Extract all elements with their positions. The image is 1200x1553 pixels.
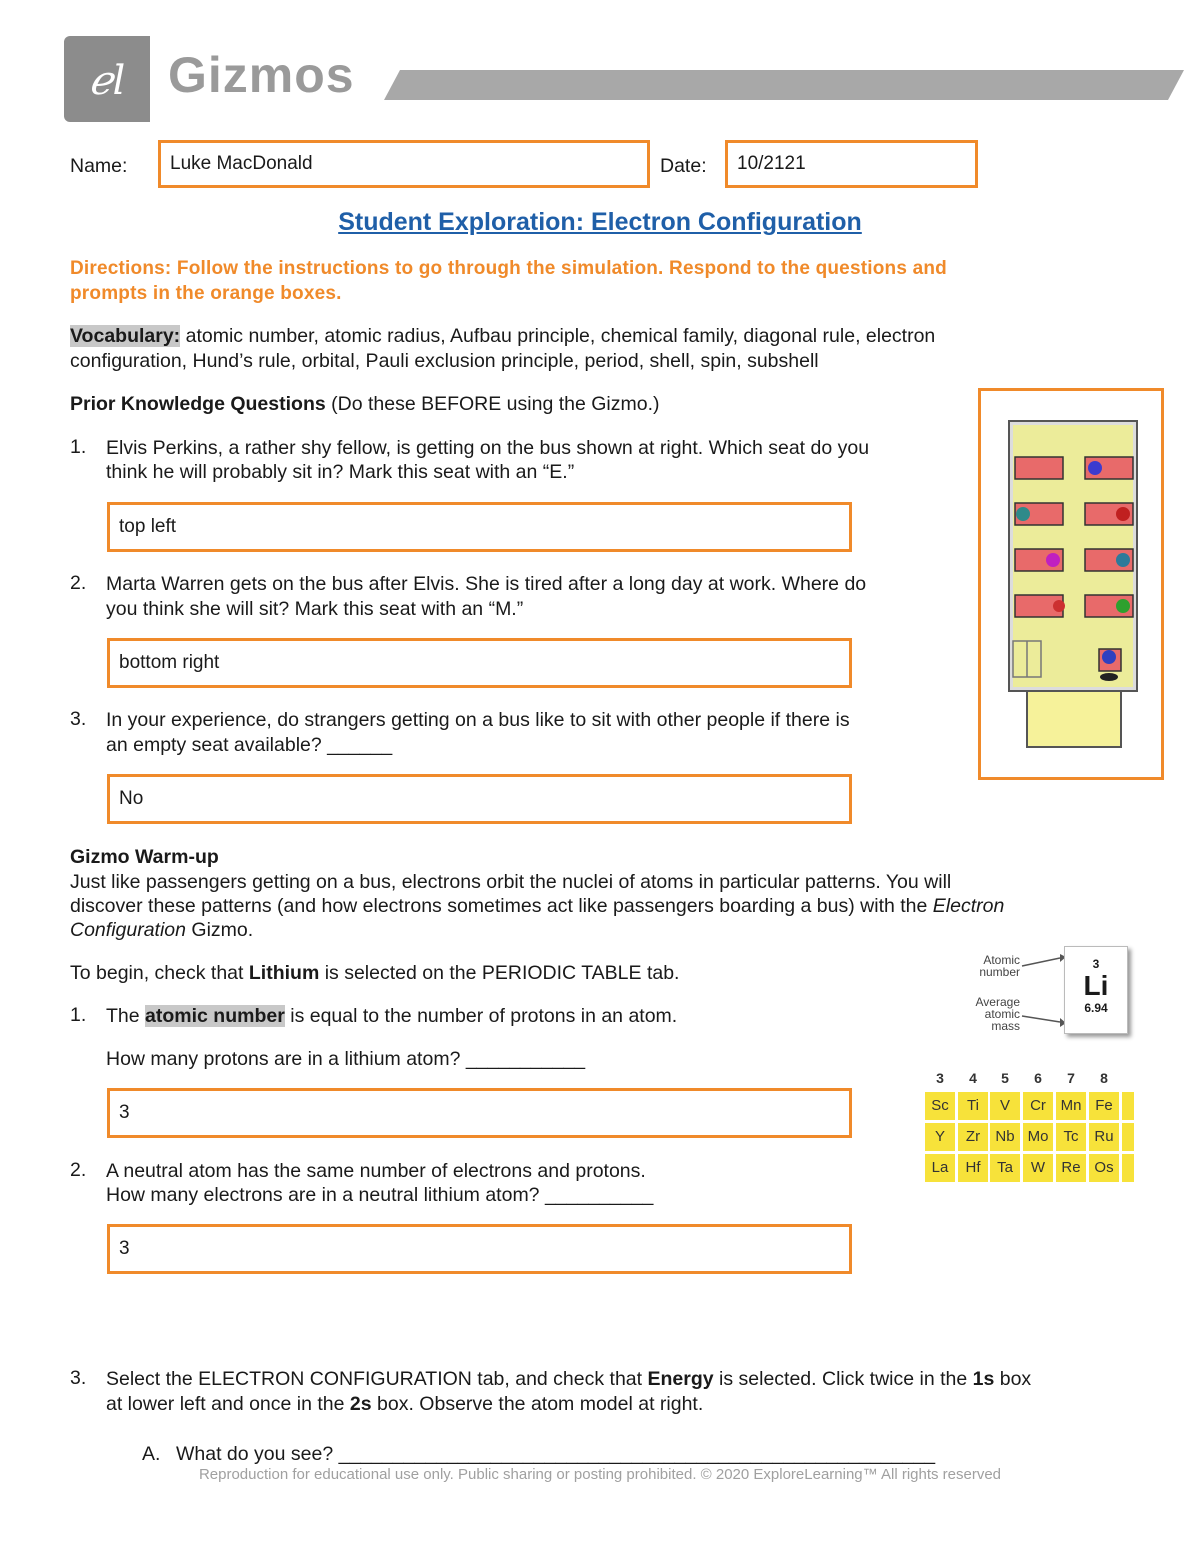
prior-answer-2[interactable]: bottom right	[107, 638, 852, 688]
date-field[interactable]	[725, 140, 978, 188]
group-header: 7	[1067, 1070, 1075, 1086]
prior-q1-line-1: Elvis Perkins, a rather shy fellow, is getting on the bus shown at right. Which seat do you	[106, 437, 870, 459]
element-cell: La	[925, 1154, 955, 1182]
element-cell: Tc	[1056, 1123, 1086, 1151]
group-header: 8	[1100, 1070, 1108, 1086]
warmup-paragraph-line-1: Just like passengers getting on a bus, electrons orbit the nuclei of atoms in particular patterns. You will	[70, 871, 952, 893]
element-cell: Mn	[1056, 1092, 1086, 1120]
warmup-q2-number: 2.	[70, 1159, 87, 1181]
caption-arrows	[1020, 950, 1066, 1030]
element-cell: Hf	[958, 1154, 988, 1182]
warmup-q3-line-2: at lower left and once in the 2s box. Observe the atom model at right.	[106, 1393, 704, 1415]
prior-q2-line-1: Marta Warren gets on the bus after Elvis. She is tired after a long day at work. Where do	[106, 573, 867, 595]
element-symbol: Li	[1083, 970, 1109, 1001]
element-cell: Sc	[925, 1092, 955, 1120]
prior-q3-number: 3.	[70, 708, 87, 730]
atomic-number-caption: Atomic number	[979, 953, 1020, 979]
vocabulary-line-1: Vocabulary: atomic number, atomic radius, Aufbau principle, chemical family, diagonal rule, electron	[70, 325, 936, 347]
prior-answer-3[interactable]: No	[107, 774, 852, 824]
group-header: 3	[936, 1070, 944, 1086]
name-value: Luke MacDonald	[170, 153, 313, 174]
element-cell-partial	[1122, 1123, 1134, 1151]
prior-q3-line-2: an empty seat available? ______	[106, 734, 393, 756]
svg-text:ℯl: ℯl	[88, 58, 126, 104]
warmup-q1-line-2: How many protons are in a lithium atom? ___________	[106, 1048, 586, 1070]
element-cell: V	[990, 1092, 1020, 1120]
bus-seating-diagram	[981, 391, 1161, 777]
vocabulary-line-2: configuration, Hund’s rule, orbital, Pauli exclusion principle, period, shell, spin, subshell	[70, 350, 819, 372]
element-cell: Nb	[990, 1123, 1020, 1151]
header-bar	[384, 70, 1184, 100]
warmup-q3-line-1: Select the ELECTRON CONFIGURATION tab, and check that Energy is selected. Click twice in the 1s box	[106, 1368, 1032, 1390]
element-number: 3	[1092, 957, 1100, 971]
periodic-table-excerpt	[931, 1066, 1131, 1186]
element-mass: 6.94	[1084, 1001, 1108, 1015]
directions-line-1: Directions: Follow the instructions to go through the simulation. Respond to the questions and	[70, 258, 947, 279]
name-label: Name:	[70, 155, 128, 177]
group-header: 5	[1001, 1070, 1009, 1086]
date-value: 10/2121	[737, 153, 806, 174]
prior-q2-line-2: you think she will sit? Mark this seat with an “M.”	[106, 598, 524, 620]
prior-q3-line-1: In your experience, do strangers getting on a bus like to sit with other people if there is	[106, 709, 850, 731]
logo-mark-icon	[64, 36, 150, 122]
explorelearning-logo	[64, 36, 150, 122]
date-label: Date:	[660, 155, 707, 177]
element-cell: Re	[1056, 1154, 1086, 1182]
warmup-q3a-text: What do you see? _______________________________________________________	[176, 1443, 936, 1465]
warmup-heading: Gizmo Warm-up	[70, 846, 219, 868]
directions-line-2: prompts in the orange boxes.	[70, 283, 342, 304]
begin-instruction: To begin, check that Lithium is selected on the PERIODIC TABLE tab.	[70, 962, 680, 984]
prior-q2-number: 2.	[70, 572, 87, 594]
group-header: 6	[1034, 1070, 1042, 1086]
prior-q1-line-2: think he will probably sit in? Mark this seat with an “E.”	[106, 461, 575, 483]
warmup-q3-number: 3.	[70, 1367, 87, 1389]
element-cell-partial	[1122, 1154, 1134, 1182]
warmup-q3a-number: A.	[142, 1443, 161, 1465]
warmup-q2-line-1: A neutral atom has the same number of electrons and protons.	[106, 1160, 646, 1182]
vocabulary-label: Vocabulary:	[70, 325, 181, 347]
element-cell: Ru	[1089, 1123, 1119, 1151]
element-cell: Zr	[958, 1123, 988, 1151]
warmup-answer-1[interactable]: 3	[107, 1088, 852, 1138]
warmup-q2-line-2: How many electrons are in a neutral lithium atom? __________	[106, 1184, 654, 1206]
prior-answer-1[interactable]: top left	[107, 502, 852, 552]
gizmos-logo-text: Gizmos	[168, 47, 355, 103]
lithium-element-tile	[1064, 946, 1128, 1034]
warmup-paragraph-line-3: Configuration Gizmo.	[70, 919, 254, 941]
name-field[interactable]	[158, 140, 650, 188]
prior-knowledge-heading: Prior Knowledge Questions (Do these BEFORE using the Gizmo.)	[70, 393, 660, 415]
warmup-answer-2[interactable]: 3	[107, 1224, 852, 1274]
group-header: 4	[969, 1070, 977, 1086]
page-title: Student Exploration: Electron Configuration	[338, 208, 862, 236]
prior-q1-number: 1.	[70, 436, 87, 458]
element-cell: Y	[925, 1123, 955, 1151]
bus-diagram-frame	[978, 388, 1164, 780]
element-cell: W	[1023, 1154, 1053, 1182]
warmup-paragraph-line-2: discover these patterns (and how electrons sometimes act like passengers boarding a bus) with the Electron	[70, 895, 1005, 917]
footer-copyright: Reproduction for educational use only. Public sharing or posting prohibited. © 2020 ExploreLearning™ All rights reserved	[198, 1466, 1002, 1483]
element-cell: Os	[1089, 1154, 1119, 1182]
warmup-q1-number: 1.	[70, 1004, 87, 1026]
element-cell: Mo	[1023, 1123, 1053, 1151]
element-cell: Cr	[1023, 1092, 1053, 1120]
warmup-q1-line-1: The atomic number is equal to the number of protons in an atom.	[106, 1005, 678, 1027]
element-cell: Ti	[958, 1092, 988, 1120]
atomic-mass-caption: Average atomic mass	[975, 995, 1020, 1033]
element-cell-partial	[1122, 1092, 1134, 1120]
element-cell: Fe	[1089, 1092, 1119, 1120]
element-cell: Ta	[990, 1154, 1020, 1182]
